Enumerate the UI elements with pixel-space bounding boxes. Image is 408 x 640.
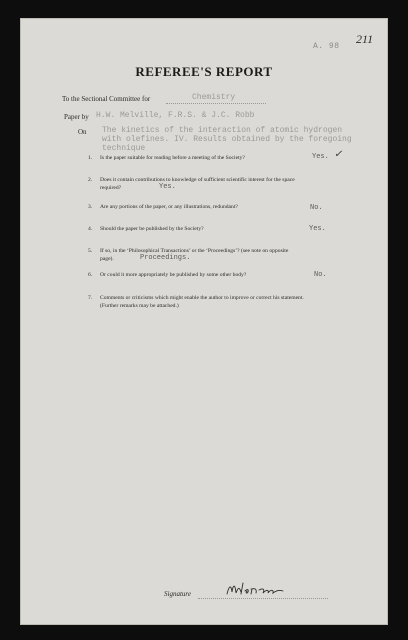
question-text [100, 294, 304, 310]
question-text: Are any portions of the paper, or any illustrations, redundant? [100, 204, 238, 210]
committee-value: Chemistry [192, 93, 236, 102]
handwritten-signature [225, 580, 287, 598]
question-text: Or could it more appropriately be published by some other body? [100, 272, 247, 278]
question-number: 1. [88, 155, 93, 161]
question-text: Is the paper suitable for reading before a meeting of the Society? [100, 155, 245, 161]
answer-1: Yes. [312, 153, 329, 161]
question-line: required? [100, 185, 122, 191]
paper-title-line: The kinetics of the interaction of atomic hydrogen [102, 126, 343, 135]
reference-number: A. 98 [313, 42, 340, 51]
answer-3: No. [310, 204, 323, 212]
folio-number: 211 [356, 32, 374, 46]
question-text [100, 176, 295, 192]
committee-label: To the Sectional Committee for [62, 95, 151, 103]
answer-6: No. [314, 271, 327, 279]
paper-title-line: with olefines. IV. Results obtained by the foregoing [102, 135, 352, 144]
question-line: (Further remarks may be attached.) [100, 303, 179, 309]
question-number: 4. [88, 226, 93, 232]
report-sheet [20, 18, 388, 625]
question-number: 5. [88, 248, 93, 254]
signature-label: Signature [164, 590, 191, 598]
answer-5: Proceedings. [140, 254, 191, 262]
answer-4: Yes. [309, 225, 326, 233]
question-text [100, 247, 288, 263]
question-number: 7. [88, 295, 93, 301]
page-title: REFEREE'S REPORT [135, 64, 273, 79]
paper-authors: H.W. Melville, F.R.S. & J.C. Robb [96, 111, 255, 120]
question-number: 6. [88, 272, 93, 278]
paper-title-line: technique [102, 144, 146, 153]
question-line: page). [100, 256, 114, 262]
paper-by-label: Paper by [64, 113, 89, 121]
check-mark-icon: ✓ [334, 149, 343, 160]
question-line: Does it contain contributions to knowledge of sufficient scientific interest for the space [100, 177, 295, 183]
question-text: Should the paper be published by the Society? [100, 226, 204, 232]
question-line: If so, in the ‘Philosophical Transactions’ or the ‘Proceedings’? (see note on opposite [100, 248, 289, 254]
committee-dotted-line [166, 102, 266, 104]
question-number: 2. [88, 177, 93, 183]
paper-title [102, 126, 352, 153]
answer-2: Yes. [159, 183, 176, 191]
question-number: 3. [88, 204, 93, 210]
question-line: Comments or criticisms which might enable the author to improve or correct his statement. [100, 295, 304, 301]
on-label: On [78, 128, 87, 136]
